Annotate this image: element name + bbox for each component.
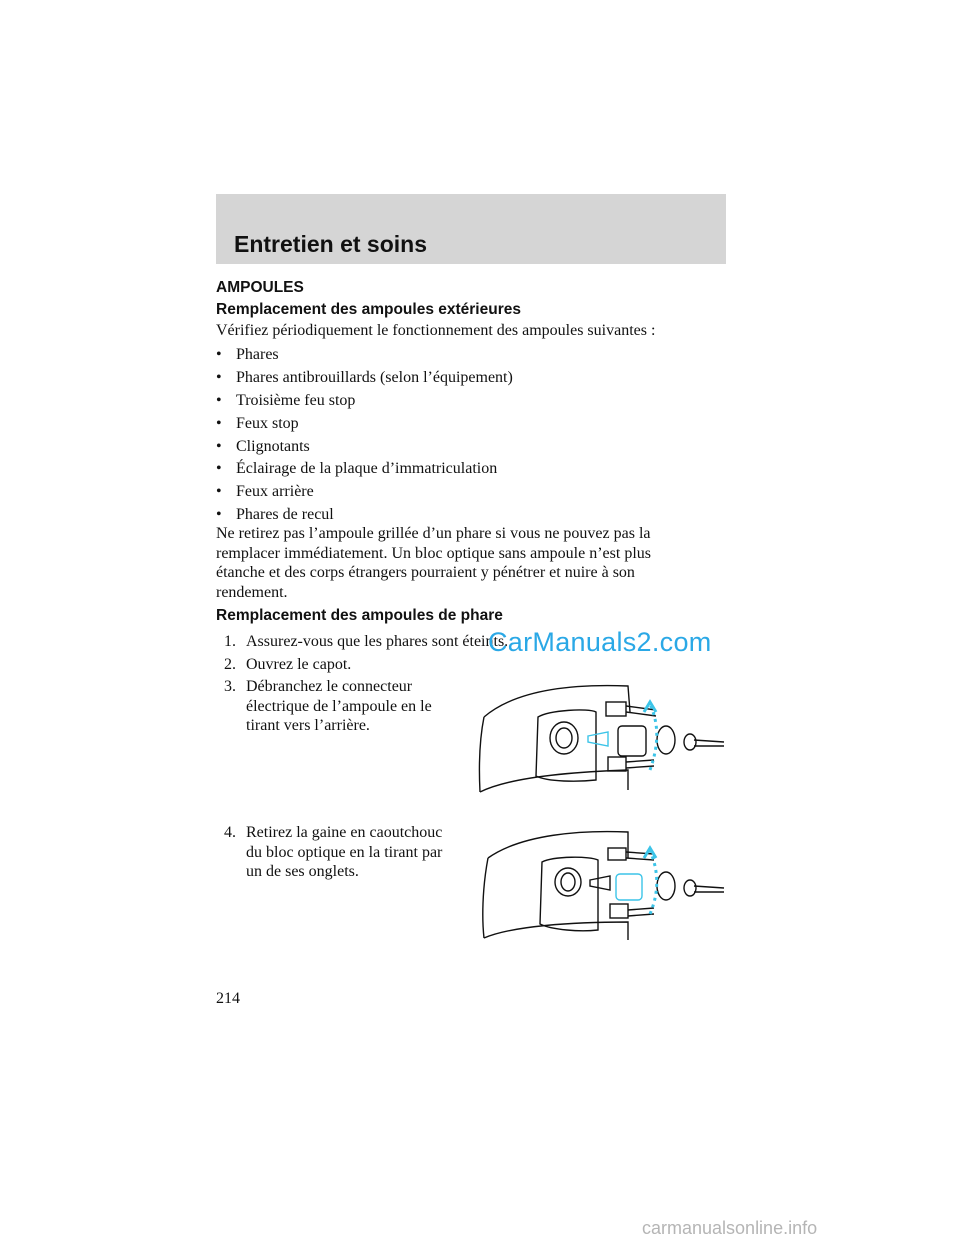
headlamp-figure-1 (478, 682, 726, 800)
step-4: 4. Retirez la gaine en caoutchouc du bloc optique en la tirant par un de ses onglets. (224, 824, 443, 881)
bullet-icon: • (216, 368, 222, 386)
headlamp-heading: Remplacement des ampoules de phare (216, 607, 503, 624)
section-heading: AMPOULES (216, 279, 304, 296)
bullet-icon: • (216, 346, 222, 363)
list-item: • Troisième feu stop (216, 390, 513, 413)
section-header-band (216, 194, 726, 264)
page-number: 214 (216, 990, 240, 1007)
list-item: • Phares antibrouillards (selon l’équipement) (216, 367, 513, 390)
bullet-icon: • (216, 414, 222, 432)
bulb-list (216, 344, 513, 527)
list-item: • Feux stop (216, 413, 513, 436)
list-item: • Phares (216, 344, 513, 367)
list-item: • Clignotants (216, 436, 513, 459)
list-item: • Éclairage de la plaque d’immatriculation (216, 458, 513, 481)
bullet-icon: • (216, 437, 222, 455)
step-3: 3. Débranchez le connecteur électrique de l’ampoule en le tirant vers l’arrière. (224, 678, 432, 735)
footer-watermark: carmanualsonline.info (642, 1218, 818, 1238)
watermark-logo: CarManuals2.com (488, 627, 712, 657)
bullet-icon: • (216, 391, 222, 409)
bullet-icon: • (216, 460, 222, 478)
headlamp-figure-2 (482, 830, 726, 942)
step-2: 2. Ouvrez le capot. (224, 656, 352, 673)
section-subheading: Remplacement des ampoules extérieures (216, 301, 521, 318)
bullet-icon: • (216, 483, 222, 501)
step-1: 1. Assurez-vous que les phares sont éteints. (224, 633, 509, 650)
warning-paragraph: Ne retirez pas l’ampoule grillée d’un phare si vous ne pouvez pas la remplacer immédiatement. Un bloc optique sans ampoule n’est plus étanche et des corps étrangers pourraient y pénétrer et nuire à son rendement. (216, 525, 651, 601)
intro-text: Vérifiez périodiquement le fonctionnement des ampoules suivantes : (216, 322, 656, 339)
list-item: • Phares de recul (216, 504, 513, 527)
bullet-icon: • (216, 506, 222, 524)
section-header-title: Entretien et soins (234, 231, 427, 257)
list-item: • Feux arrière (216, 481, 513, 504)
